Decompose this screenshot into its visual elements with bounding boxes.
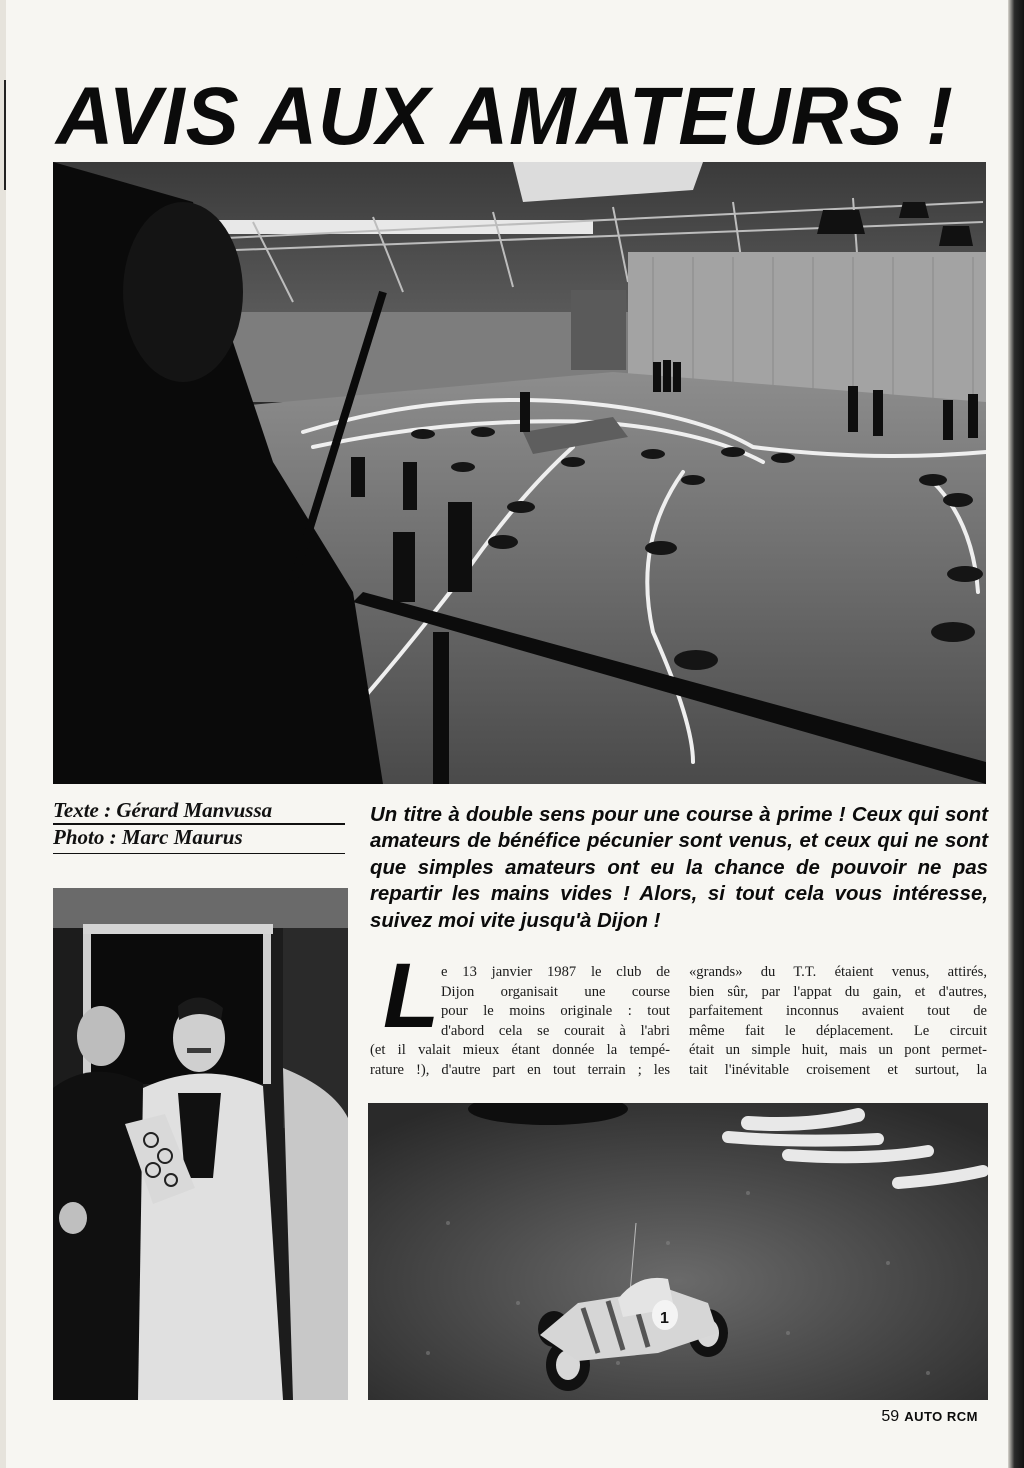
car-photo-rc-buggy [368,1103,988,1400]
body-line: tait l'inévitable croisement et surtout, la [689,1061,987,1078]
magazine-name: AUTO RCM [904,1409,978,1424]
body-line: (et il valait mieux étant donnée la tempé- [370,1042,670,1058]
body-column-1-indented [441,963,670,1041]
headline: AVIS AUX AMATEURS ! [56,71,954,162]
body-column-2 [689,963,987,1081]
body-line: Dijon organisait une course [441,983,670,1000]
body-line: était un simple huit, mais un pont permet- [689,1042,987,1059]
page-footer [881,1408,978,1426]
winners-illustration [53,888,348,1400]
credit-photo: Photo : Marc Maurus [53,825,345,854]
intro-standfirst: Un titre à double sens pour une course à prime ! Ceux qui sont amateurs de bénéfice pécunier sont venus, et ceux qui ne sont que simples amateurs ont eu la chance de pouvoir ne pas repartir les mains vides ! Alors, si tout cela vous intéresse, suivez moi vite jusqu'à Dijon ! [370,804,988,932]
car-number: 1 [660,1310,669,1327]
body-line: bien sûr, par l'appat du gain, et d'autres, [689,983,987,1000]
page-left-edge [0,0,6,1468]
page-binding-edge [1008,0,1024,1468]
body-line: e 13 janvier 1987 le club de [441,964,670,980]
rc-buggy-illustration [368,1103,988,1400]
body-line: même fait le déplacement. Le circuit [689,1022,987,1039]
credit-text: Texte : Gérard Manvussa [53,798,345,825]
drop-cap: L [383,945,440,1047]
body-line: d'abord cela se courait à l'abri [441,1022,670,1039]
body-line: parfaitement inconnus avaient tout de [689,1003,987,1020]
track-hall-illustration [53,162,986,784]
body-line: rature !), d'autre part en tout terrain ; les [370,1061,670,1078]
body-line: pour le moins originale : tout [441,1003,670,1020]
page-number: 59 [881,1408,900,1425]
body-column-1 [370,1041,670,1080]
body-line: «grands» du T.T. étaient venus, attirés, [689,964,987,980]
credits-block [53,798,353,854]
main-photo-track-hall [53,162,986,784]
portrait-photo-winners [53,888,348,1400]
